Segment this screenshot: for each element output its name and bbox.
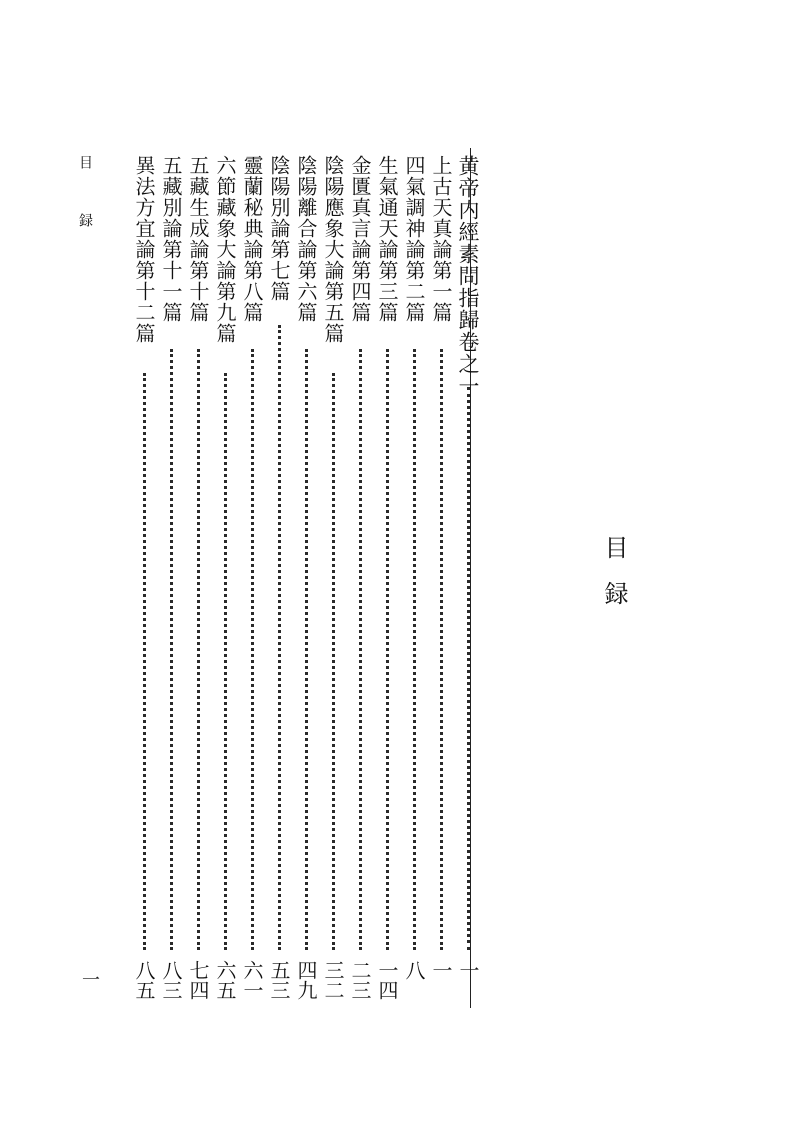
toc-entry-title: 異法方宜論第十二篇 bbox=[132, 155, 156, 344]
toc-entry-title: 上古天真論第一篇 bbox=[429, 155, 453, 323]
toc-entry-page: 二三 bbox=[348, 960, 372, 1000]
toc-entry[interactable] bbox=[321, 155, 345, 1000]
toc-entry-title: 陰陽離合論第六篇 bbox=[294, 155, 318, 323]
dot-leader bbox=[359, 349, 362, 950]
toc-volume-heading bbox=[456, 155, 480, 1000]
dot-leader bbox=[143, 373, 146, 950]
running-header: 目 録 bbox=[77, 155, 93, 241]
page-title: 目録 bbox=[600, 535, 628, 627]
toc-entry-page: 八五 bbox=[132, 960, 156, 1000]
toc-entry-title: 六節藏象大論第九篇 bbox=[213, 155, 237, 344]
toc-entry[interactable] bbox=[402, 155, 426, 1000]
toc-entry-page: 一 bbox=[429, 960, 453, 980]
toc-entry-title: 陰陽應象大論第五篇 bbox=[321, 155, 345, 344]
dot-leader bbox=[170, 349, 173, 950]
toc-entry[interactable] bbox=[213, 155, 237, 1000]
toc-entry-title: 生氣通天論第三篇 bbox=[375, 155, 399, 323]
dot-leader bbox=[413, 349, 416, 950]
dot-leader bbox=[224, 373, 227, 950]
toc-entry-page: 三二 bbox=[321, 960, 345, 1000]
toc-entry-title: 金匱真言論第四篇 bbox=[348, 155, 372, 323]
toc-entry[interactable] bbox=[159, 155, 183, 1000]
toc-entry-title: 四氣調神論第二篇 bbox=[402, 155, 426, 323]
toc-entry[interactable] bbox=[267, 155, 291, 1000]
toc-entry-title: 五藏生成論第十篇 bbox=[186, 155, 210, 323]
toc-entry-page: 四九 bbox=[294, 960, 318, 1000]
toc-entry-title: 陰陽別論第七篇 bbox=[267, 155, 291, 302]
dot-leader bbox=[332, 373, 335, 950]
toc-entry-page: 七四 bbox=[186, 960, 210, 1000]
toc-entry[interactable] bbox=[186, 155, 210, 1000]
toc-entry-page: 五三 bbox=[267, 960, 291, 1000]
toc-entry[interactable] bbox=[348, 155, 372, 1000]
toc-entry[interactable] bbox=[294, 155, 318, 1000]
toc-entry[interactable] bbox=[375, 155, 399, 1000]
toc-heading-page: 一 bbox=[456, 960, 480, 980]
toc-entry-page: 六一 bbox=[240, 960, 264, 1000]
toc-entry-title: 靈蘭秘典論第八篇 bbox=[240, 155, 264, 323]
dot-leader bbox=[467, 387, 470, 950]
toc-entry-page: 一四 bbox=[375, 960, 399, 1000]
toc-entry-title: 五藏別論第十一篇 bbox=[159, 155, 183, 323]
dot-leader bbox=[251, 349, 254, 950]
toc-entry[interactable] bbox=[132, 155, 156, 1000]
dot-leader bbox=[386, 349, 389, 950]
dot-leader bbox=[197, 349, 200, 950]
toc-entry[interactable] bbox=[429, 155, 453, 1000]
toc-heading-title: 黄帝内經素問指歸卷之一 bbox=[456, 155, 480, 397]
toc-entry-page: 八 bbox=[402, 960, 426, 980]
toc-entry-page: 八三 bbox=[159, 960, 183, 1000]
toc-entry[interactable] bbox=[240, 155, 264, 1000]
dot-leader bbox=[278, 325, 281, 950]
dot-leader bbox=[305, 349, 308, 950]
dot-leader bbox=[440, 349, 443, 950]
toc-entry-page: 六五 bbox=[213, 960, 237, 1000]
folio-number: 一 bbox=[79, 970, 100, 988]
